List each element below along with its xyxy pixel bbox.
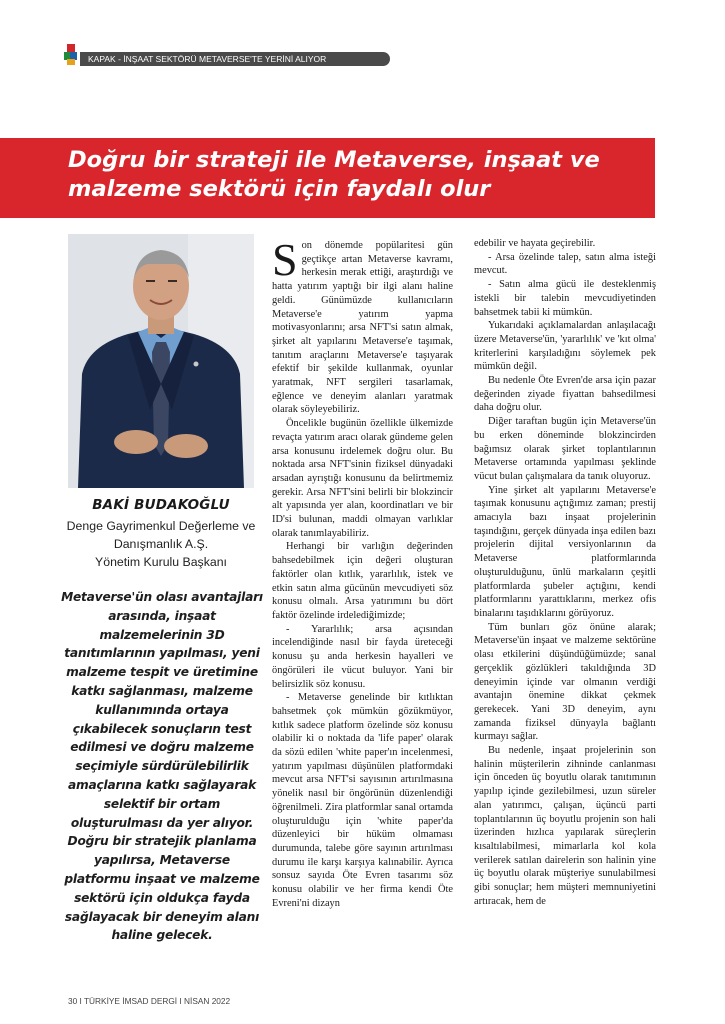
paragraph: - Yararlılık; arsa açısından incelendiğinde nasıl bir fayda üreteceği konusu şu anda herkesin hayalleri ve öngörüleri ile vücut buluyor. Yani bir belirsizlik söz konusu. xyxy=(272,623,453,690)
paragraph: edebilir ve hayata geçirebilir. xyxy=(474,238,596,249)
pull-quote: Metaverse'ün olası avantajları arasında, inşaat malzemelerinin 3D tanıtımlarının yapılması, yeni malzeme tespit ve üretimine katkı sağlanması, malzeme kullanımında ortaya çıkabilecek sonuçların test edilmesi ve doğru malzeme seçimiyle sürdürülebilirlik amaçlarına katkı sağlayarak selektif bir ortam oluşturulması da yer alıyor. Doğru bir stratejik planlama yapılırsa, Metaverse platformu inşaat ve malzeme sektörü için oldukça fayda sağlayacak bir deneyim alanı haline gelecek. xyxy=(61,590,263,943)
person-title-line: Denge Gayrimenkul Değerleme ve xyxy=(66,519,256,533)
paragraph: Tüm bunları göz önüne alarak; Metaverse'ün inşaat ve malzeme sektörüne olası etkilerini düşündüğümüzde; sanal gerçeklik gözlükleri takıldığında 3D deneyimin içinde var olmanın verdiği avantajın önemine dikkat çekmek gerekecek. Yani 3D deneyim, aynı zamanda fiziksel dünyayla bağlantı kurmayı sağlar. xyxy=(474,621,656,743)
section-label: KAPAK - İNŞAAT SEKTÖRÜ METAVERSE'TE YERİNİ ALIYOR xyxy=(80,52,390,66)
paragraph: Yine şirket alt yapılarını Metaverse'e taşımak konusunu açtığımız zaman; prestij amacıyla bazı inşaat projelerinin taşındığını, gerçek dünyada inşa edilen bazı projelerin dijital versiyonlarının da Metaverse platformlarında oluşturulduğunu, ünlü markaların çeşitli platformlarda şubeler açtığını, kendi platformlarını yarattıklarını, merkez ofis binalarını taşıdıklarını görüyoruz. xyxy=(474,484,656,619)
paragraph: Bu nedenle, inşaat projelerinin son halinin müşterilerin zihninde canlanması için önceden üç boyutlu olarak tanıtımının yapılıp içinde gezilebilmesi, uzun süreler alan yatırımcı, çalışan, üçüncü parti toplantılarının üç boyutlu projenin son hali üzerinden hızlıca yapılarak süreçlerin kısaltılabilmesi, mimarlarla kol kola verilerek satılan dairelerin son halinin yine üç boyutlu olarak müşteriye sunulabilmesi gibi sonuçlar; hem müşteri memnuniyetini artıracak, hem de xyxy=(474,745,656,907)
paragraph: Yukarıdaki açıklamalardan anlaşılacağı üzere Metaverse'ün, 'yararlılık' ve 'kıt olma' kriterlerini karşıladığını söylemek pek mümkün değil. xyxy=(474,320,656,373)
person-title xyxy=(58,517,264,571)
imsad-logo-icon xyxy=(64,44,78,66)
paragraph: Öncelikle bugünün özellikle ülkemizde revaçta yatırım aracı olarak gündeme gelen arsa konusunu irdelemek doğru olur. Bu noktada arsa NFT'sinin fiziksel dünyadaki arsadan ayrıştığı konusunu da belirtmemiz gerekir. Arsa NFT'sini belirli bir blokzincir alt yapısında yer alan, koordinatları ve bir ID'si bulunan, maddi olmayan varlıklar olarak tanımlayabiliriz. xyxy=(272,418,453,539)
article-column-1 xyxy=(272,234,453,910)
person-title-line: Danışmanlık A.Ş. xyxy=(113,537,209,551)
portrait-photo xyxy=(68,234,254,488)
paragraph xyxy=(272,234,453,417)
person-title-line: Yönetim Kurulu Başkanı xyxy=(95,555,227,569)
paragraph: Diğer taraftan bugün için Metaverse'ün bu erken döneminde blokzincirden bağımsız olarak şirket toplantılarının Metaverse ortamında yapılması şeklinde vücut bulan çalışmalara da tanık oluyoruz. xyxy=(474,416,656,482)
paragraph: - Satın alma gücü ile desteklenmiş istekli bir talebin mevcudiyetinden bahsetmek tabii ki mümkün. xyxy=(474,279,656,318)
person-name: BAKİ BUDAKOĞLU xyxy=(92,497,230,513)
paragraph: Herhangi bir varlığın değerinden bahsedebilmek için değeri oluşturan faktörler olan kıtlık, yararlılık, istek ve etkin satın alma gücünün mevcudiyeti söz konusu olmalı. Arsa yatırımını bu dört faktör özelinde irdelediğimizde; xyxy=(272,541,453,621)
article-column-2 xyxy=(474,237,656,908)
paragraph: Bu nedenle Öte Evren'de arsa için pazar değerinden ziyade fiyattan bahsedilmesi daha doğru olur. xyxy=(474,375,656,414)
page-footer: 30 I TÜRKİYE İMSAD DERGİ I NİSAN 2022 xyxy=(68,996,231,1006)
paragraph: - Arsa özelinde talep, satın alma isteği mevcut. xyxy=(474,251,656,277)
dropcap: S xyxy=(272,234,298,285)
portrait-illustration xyxy=(68,234,254,488)
paragraph-text: on dönemde popülaritesi gün geçtikçe artan Metaverse kavramı, herkesin merak ettiği, araştırdığı ve hatta yatırım yaptığı bir ilgi alanı haline geldi. Günümüzde kullanıcıların Metaverse'e yatırım yapma motivasyonlarını; arsa NFT'si satın almak, şirket alt yapılarını Metaverse'e taşımak, tanıtım araçlarını Metaverse'e taşıyarak efektif bir şekilde kullanmak, oyunlar yaratmak, NFT sergileri tasarlamak, eğlence ve deneyim alanları yaratmak olarak söyleyebiliriz. xyxy=(272,240,453,416)
paragraph: - Metaverse genelinde bir kıtlıktan bahsetmek çok mümkün gözükmüyor, kıtlık sadece platform özelinde söz konusu olabilir ki o noktada da 'life paper' olarak da sözü edilen 'white paper'ın incelenmesi, yatırım yapılması düşünülen platformdaki mevcut arsa NFT'si sayısının artırılmasına yönelik nasıl bir öngörünün düzenlendiği öğrenilmeli. Zira platformlar sanal ortamda oluşturulduğu için 'white paper'da düzenleyici bir hüküm olmaması durumunda, talebe göre sayının artırılması durumu ile karşı karşıya kalınabilir. Ayrıca sonsuz sayıda Öte Evren tasarımı söz konusu olabilir ve her firma kendi Öte Evreni'ni dizayn xyxy=(272,692,453,909)
article-title: Doğru bir strateji ile Metaverse, inşaat ve malzeme sektörü için faydalı olur xyxy=(68,147,600,202)
